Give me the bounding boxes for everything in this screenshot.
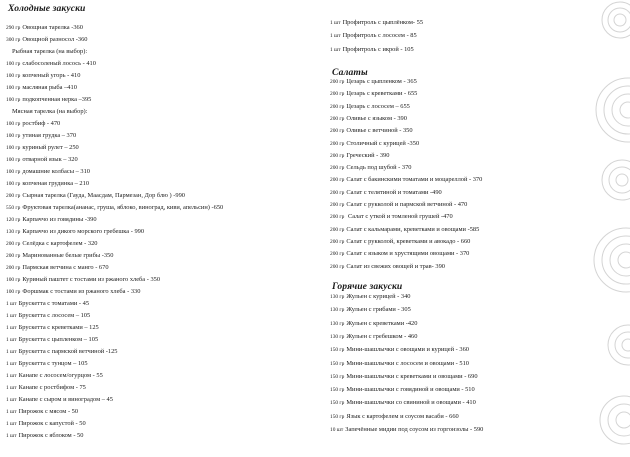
menu-item-text: Профитроль с цыплёнком- 55 xyxy=(342,19,424,26)
menu-item xyxy=(6,300,89,308)
menu-item-text: Куриный паштет с тостами из ржаного хлеба - 350 xyxy=(22,276,161,283)
menu-item-text: Мини-шашлычки с овощами и курицей - 360 xyxy=(346,346,469,354)
menu-item xyxy=(330,19,423,27)
menu-item xyxy=(330,176,482,184)
menu-item-portion: 130 гр xyxy=(330,320,345,327)
menu-item-portion: 200 гр xyxy=(330,202,345,208)
menu-item-text: Салат из свежих овощей и трав- 390 xyxy=(346,262,445,270)
menu-item-portion: 100 гр xyxy=(6,157,21,163)
menu-item xyxy=(330,115,407,123)
menu-item-portion: 130 гр xyxy=(330,294,345,300)
menu-item-text: Жульен с курицей - 340 xyxy=(346,293,411,300)
menu-item-text: Цезарь с цыпленком - 365 xyxy=(346,78,417,85)
menu-item-portion: 100 гр xyxy=(6,61,21,67)
menu-item xyxy=(330,152,389,160)
menu-item-portion: 200 гр xyxy=(330,128,345,135)
menu-item-text: Язык с картофелем и соусом васаби - 660 xyxy=(346,412,459,420)
menu-item-portion: 1 шт xyxy=(6,349,17,355)
menu-item-text: Салат с рукколой, креветками и авокадо - 660 xyxy=(346,237,471,245)
menu-item-portion: 550 гр xyxy=(6,205,21,211)
menu-item-portion: 1 шт xyxy=(6,421,17,427)
menu-item xyxy=(330,250,469,258)
menu-item-portion: 200 гр xyxy=(330,140,345,147)
menu-item-text: копченый угорь - 410 xyxy=(22,72,81,79)
menu-item-portion: 200 гр xyxy=(330,263,345,270)
menu-item xyxy=(12,108,87,116)
menu-item-portion: 1 шт xyxy=(330,46,341,53)
menu-item-text: Рыбная тарелка (на выбор): xyxy=(12,48,88,55)
menu-item-text: Маринованные белые грибы -350 xyxy=(22,252,114,259)
menu-item-text: Жульен с креветками -420 xyxy=(346,319,418,327)
menu-item-portion: 10 шт xyxy=(330,427,344,433)
menu-item-text: слабосоленый лосось - 410 xyxy=(22,60,96,67)
menu-item-text: Мини-шашлычки с лососем и овощами - 510 xyxy=(346,359,469,367)
menu-item-portion: 200 гр xyxy=(330,79,345,85)
menu-item xyxy=(6,276,160,284)
menu-item-portion: 150 гр xyxy=(330,373,345,380)
menu-item-portion: 150 гр xyxy=(330,360,345,367)
menu-item xyxy=(330,263,445,271)
menu-item-portion: 100 гр xyxy=(6,169,21,175)
menu-item-text: Профитроль с лососем - 85 xyxy=(342,32,417,40)
menu-item-portion: 100 гр xyxy=(6,181,21,187)
menu-item-text: Брускетта с томатами - 45 xyxy=(18,300,90,307)
menu-item xyxy=(330,373,478,381)
menu-item-portion: 130 гр xyxy=(330,307,345,314)
menu-item xyxy=(330,320,417,328)
menu-item-text: Салат с языком и хрустящими овощами - 370 xyxy=(346,250,470,258)
menu-item-portion: 200 гр xyxy=(330,238,345,245)
menu-item xyxy=(6,24,83,32)
menu-item xyxy=(330,164,411,172)
menu-item-text: Пирожок с мясом - 50 xyxy=(18,408,79,415)
menu-item xyxy=(6,216,97,224)
menu-item-portion: 1 шт xyxy=(6,373,17,379)
menu-item-text: Канапе с лососем/огурцом - 55 xyxy=(18,372,103,379)
menu-item xyxy=(330,426,483,434)
menu-item-portion: 100 гр xyxy=(6,277,21,283)
menu-item xyxy=(6,372,103,380)
menu-item xyxy=(330,189,442,197)
menu-item-portion: 200 гр xyxy=(330,189,345,196)
menu-item xyxy=(6,348,118,356)
menu-item xyxy=(330,346,469,354)
menu-item xyxy=(6,384,86,392)
menu-item-text: Пармская ветчина с манго - 670 xyxy=(22,264,109,271)
menu-item-text: Цезарь с лососем – 655 xyxy=(346,102,410,110)
menu-item xyxy=(6,204,223,212)
menu-item-portion: 100 гр xyxy=(6,145,21,151)
menu-item xyxy=(6,192,185,200)
menu-item-portion: 1 шт xyxy=(330,33,341,40)
menu-item xyxy=(6,408,78,416)
menu-item-text: Сырная тарелка (Гауда, Маасдам, Пармезан, Дор блю ) -990 xyxy=(22,192,185,199)
menu-item xyxy=(330,103,410,111)
menu-item xyxy=(6,396,113,404)
menu-item xyxy=(6,60,96,68)
menu-item-portion: 100 гр xyxy=(6,133,21,139)
menu-item-portion: 1 шт xyxy=(330,20,341,26)
menu-item-text: Салат с бакинскими томатами и моцареллой - 370 xyxy=(346,176,483,184)
menu-item xyxy=(330,46,414,54)
menu-item xyxy=(6,360,88,368)
menu-item xyxy=(6,420,86,428)
menu-item xyxy=(6,84,77,92)
menu-item-text: копченая грудинка – 210 xyxy=(22,180,90,187)
menu-item xyxy=(6,180,89,188)
menu-item xyxy=(6,168,90,176)
menu-item-portion: 200 гр xyxy=(6,253,21,259)
menu-item-text: Жульен с гребешком - 460 xyxy=(346,332,418,340)
menu-item-text: Карпаччо из говядины -390 xyxy=(22,216,97,223)
menu-item xyxy=(330,226,479,234)
menu-item xyxy=(6,120,60,128)
menu-item-text: подкопченная нерка –395 xyxy=(22,96,92,103)
section-title-hot-appetizers: Горячие закуски xyxy=(332,281,403,292)
menu-item-portion: 150 гр xyxy=(330,413,345,420)
menu-item-portion: 200 гр xyxy=(330,91,345,98)
menu-item-text: Салат с кальмарами, креветками и овощами -585 xyxy=(346,225,480,233)
menu-item-portion: 200 гр xyxy=(6,241,21,247)
menu-item-portion: 100 гр xyxy=(6,289,21,295)
menu-item xyxy=(330,399,476,407)
menu-item-text: Фруктовая тарелка(ананас, груша, яблоко, виноград, киви, апельсин) -650 xyxy=(22,204,224,211)
menu-item xyxy=(6,144,79,152)
menu-item-text: Запечённые мидии под соусом из горгонзолы - 590 xyxy=(345,426,484,433)
menu-item-portion: 150 гр xyxy=(330,400,345,407)
menu-item-text: Салат с телятиной и томатами -490 xyxy=(346,188,442,196)
menu-item-text: утиная грудка – 370 xyxy=(22,132,77,139)
menu-item-portion: 150 гр xyxy=(330,347,345,354)
menu-item xyxy=(6,228,144,236)
menu-item-portion: 1 шт xyxy=(6,301,17,307)
section-title-cold-appetizers: Холодные закуски xyxy=(8,3,86,14)
menu-item-portion: 200 гр xyxy=(6,193,21,199)
menu-item xyxy=(330,78,417,86)
menu-item xyxy=(330,306,411,314)
menu-item xyxy=(330,32,417,40)
menu-item-text: отварной язык – 320 xyxy=(22,156,78,163)
menu-item xyxy=(330,333,417,341)
menu-item xyxy=(6,252,113,260)
menu-item-portion: 120 гр xyxy=(6,217,21,223)
menu-item-portion: 200 гр xyxy=(6,265,21,271)
menu-item xyxy=(6,288,140,296)
menu-item xyxy=(330,201,467,209)
menu-item-text: домашние колбасы – 310 xyxy=(22,168,90,175)
menu-item-portion: 100 гр xyxy=(6,85,21,91)
menu-item-portion: 290 гр xyxy=(6,25,21,31)
menu-item-text: Селёдка с картофелем - 320 xyxy=(22,240,98,247)
menu-item-text: Брускетта с лососем – 105 xyxy=(18,312,91,319)
menu-item-text: Брускетта с цыпленком – 105 xyxy=(18,336,99,343)
menu-item-text: Профитроль с икрой - 105 xyxy=(342,45,414,53)
menu-item-text: Оливье с языком - 390 xyxy=(346,114,407,122)
menu-item-portion: 200 гр xyxy=(330,251,345,258)
menu-item-portion: 1 шт xyxy=(6,433,17,439)
menu-item xyxy=(330,127,413,135)
menu-item-portion: 1 шт xyxy=(6,397,17,403)
menu-item-text: Мини-шашлычки с говядиной и овощами - 510 xyxy=(346,386,475,394)
menu-item-portion: 1 шт xyxy=(6,313,17,319)
menu-item-portion: 300 гр xyxy=(6,37,21,43)
menu-item xyxy=(6,156,78,164)
menu-item xyxy=(330,360,469,368)
menu-item-text: Канапе с сыром и виноградом – 45 xyxy=(18,396,113,403)
menu-item-text: Жульен с грибами - 305 xyxy=(346,306,411,314)
menu-item-text: Брускетта с тунцом – 105 xyxy=(18,360,88,367)
menu-item-portion: 100 гр xyxy=(6,121,21,127)
menu-item-text: Брускетта с креветками – 125 xyxy=(18,324,99,331)
menu-item-text: Пирожок с яблоком - 50 xyxy=(18,432,84,439)
menu-item xyxy=(6,264,109,272)
menu-item-portion: 1 шт xyxy=(6,385,17,391)
menu-item xyxy=(330,213,453,221)
menu-item-portion: 1 шт xyxy=(6,361,17,367)
menu-item-portion: 1 шт xyxy=(6,337,17,343)
menu-item-text: Мини-шашлычки с креветками и овощами - 690 xyxy=(346,372,478,380)
menu-item-text: Салат с уткой и томленой грушей -470 xyxy=(346,213,453,221)
menu-item-text: Пирожок с капустой - 50 xyxy=(18,420,86,427)
menu-item-portion: 200 гр xyxy=(330,152,345,159)
menu-item-text: Форшмак с тостами из ржаного хлеба - 330 xyxy=(22,288,141,295)
menu-item-portion: 150 гр xyxy=(330,387,345,394)
menu-item xyxy=(330,413,459,421)
menu-item-portion: 1 шт xyxy=(6,409,17,415)
menu-item xyxy=(330,140,419,148)
menu-item-text: Овощная тарелка -360 xyxy=(22,24,83,31)
menu-item xyxy=(6,324,99,332)
menu-item xyxy=(6,96,91,104)
menu-item-text: Карпаччо из дикого морского гребешка - 990 xyxy=(22,228,145,235)
menu-item-portion: 200 гр xyxy=(330,115,345,122)
menu-item xyxy=(6,312,90,320)
menu-item-text: Цезарь с креветками - 655 xyxy=(346,90,418,98)
menu-item-portion: 200 гр xyxy=(330,177,345,184)
menu-item xyxy=(330,386,475,394)
menu-item-text: куриный рулет – 250 xyxy=(22,144,79,151)
menu-item xyxy=(12,48,87,56)
menu-item-text: Сельдь под шубой - 370 xyxy=(346,164,412,172)
menu-item xyxy=(6,336,98,344)
section-title-salads: Салаты xyxy=(332,67,368,78)
menu-item-text: Столичный с курицей -350 xyxy=(346,139,420,147)
menu-item-portion: 200 гр xyxy=(330,214,345,221)
menu-item-text: Мясная тарелка (на выбор): xyxy=(12,108,88,115)
menu-item-text: Мини-шашлычки со свининой и овощами - 410 xyxy=(346,399,476,407)
menu-item-portion: 130 гр xyxy=(330,333,345,340)
menu-item xyxy=(6,72,80,80)
menu-item xyxy=(6,132,76,140)
menu-item-text: ростбиф - 470 xyxy=(22,120,61,127)
menu-item xyxy=(6,432,83,440)
menu-item-text: масляная рыба –410 xyxy=(22,84,77,91)
menu-item-portion: 130 гр xyxy=(6,229,21,235)
menu-item xyxy=(6,36,87,44)
menu-item xyxy=(330,90,417,98)
menu-item-portion: 100 гр xyxy=(6,97,21,103)
menu-item-portion: 200 гр xyxy=(330,103,345,110)
menu-item-text: Салат с рукколой и пармской ветчиной - 470 xyxy=(346,201,468,208)
menu-item-text: Греческий - 390 xyxy=(346,151,390,159)
menu-item xyxy=(6,240,98,248)
menu-item-portion: 200 гр xyxy=(330,165,345,172)
menu-item-text: Овощной разносол -360 xyxy=(22,36,88,43)
menu-item-text: Оливье с ветчиной - 350 xyxy=(346,127,413,135)
menu-item-text: Брускетта с пармской ветчиной -125 xyxy=(18,348,118,355)
menu-item-portion: 100 гр xyxy=(6,73,21,79)
menu-item-text: Канапе с ростбифом - 75 xyxy=(18,384,86,391)
menu-item-portion: 200 гр xyxy=(330,226,345,233)
menu-item xyxy=(330,293,410,301)
menu-item xyxy=(330,238,470,246)
menu-item-portion: 1 шт xyxy=(6,325,17,331)
decorative-swirl-ornament xyxy=(574,0,630,457)
